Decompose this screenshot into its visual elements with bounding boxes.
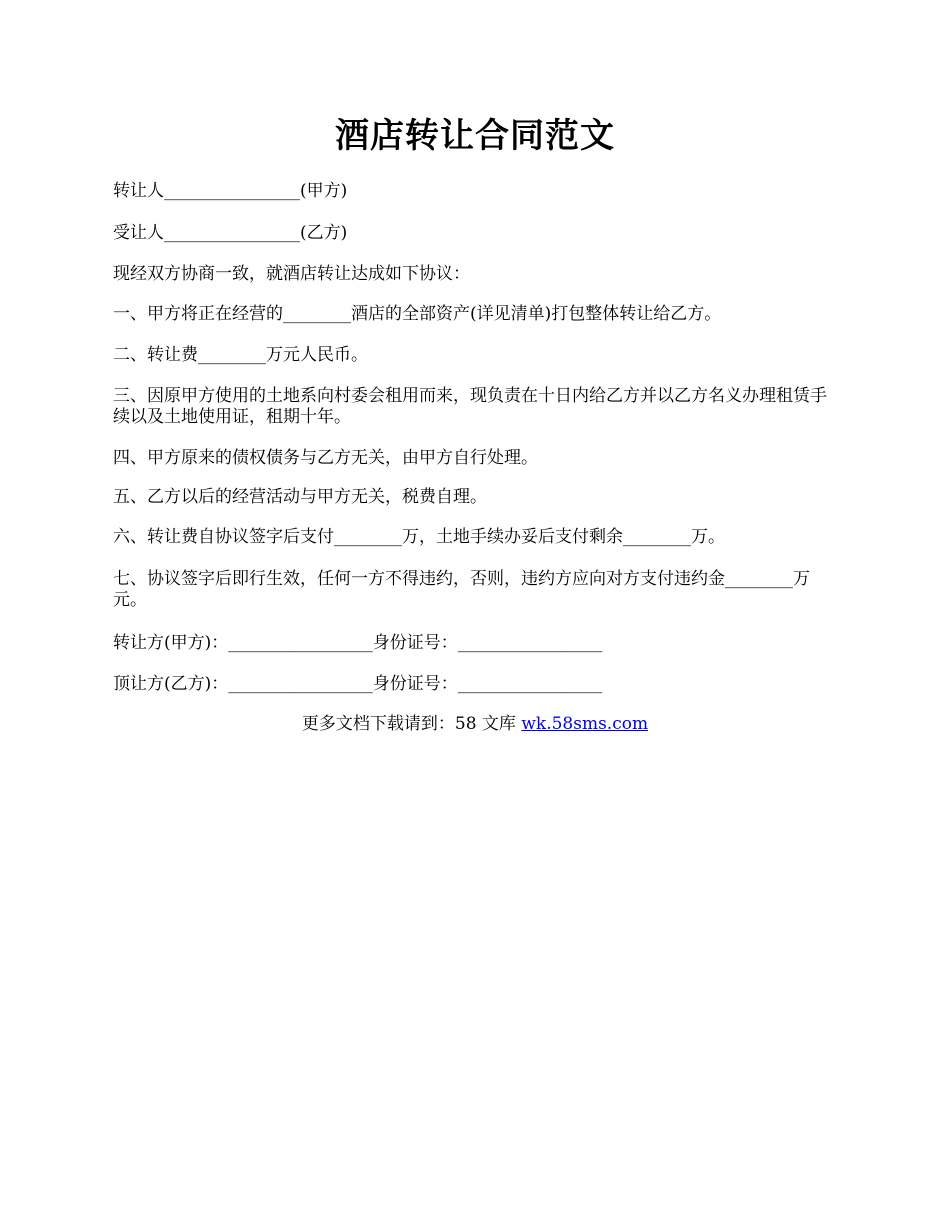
signature-party-a: 转让方(甲方)：_________________身份证号：_________________ [113,633,603,653]
clause-6: 六、转让费自协议签字后支付________万，土地手续办妥后支付剩余________万。 [113,527,725,547]
clause-4: 四、甲方原来的债权债务与乙方无关，由甲方自行处理。 [113,448,538,468]
clause-7: 七、协议签字后即行生效，任何一方不得违约，否则，违约方应向对方支付违约金________万元。 [113,569,810,610]
footer-note [0,714,950,735]
clause-5: 五、乙方以后的经营活动与甲方无关，税费自理。 [113,487,487,507]
clause-1: 一、甲方将正在经营的________酒店的全部资产(详见清单)打包整体转让给乙方。 [113,304,722,324]
page-title: 酒店转让合同范文 [335,116,615,156]
clause-3: 三、因原甲方使用的土地系向村委会租用而来，现负责在十日内给乙方并以乙方名义办理租赁手续以及土地使用证，租期十年。 [113,386,827,427]
transferor-line: 转让人________________(甲方) [113,181,348,201]
intro-paragraph: 现经双方协商一致，就酒店转让达成如下协议： [113,264,470,284]
clause-2: 二、转让费________万元人民币。 [113,345,368,365]
footer-link[interactable]: wk.58sms.com [521,714,649,734]
transferee-line: 受让人________________(乙方) [113,223,348,243]
signature-party-b: 顶让方(乙方)：_________________身份证号：_________________ [113,674,603,694]
footer-text: 更多文档下载请到：58 文库 [301,714,522,734]
